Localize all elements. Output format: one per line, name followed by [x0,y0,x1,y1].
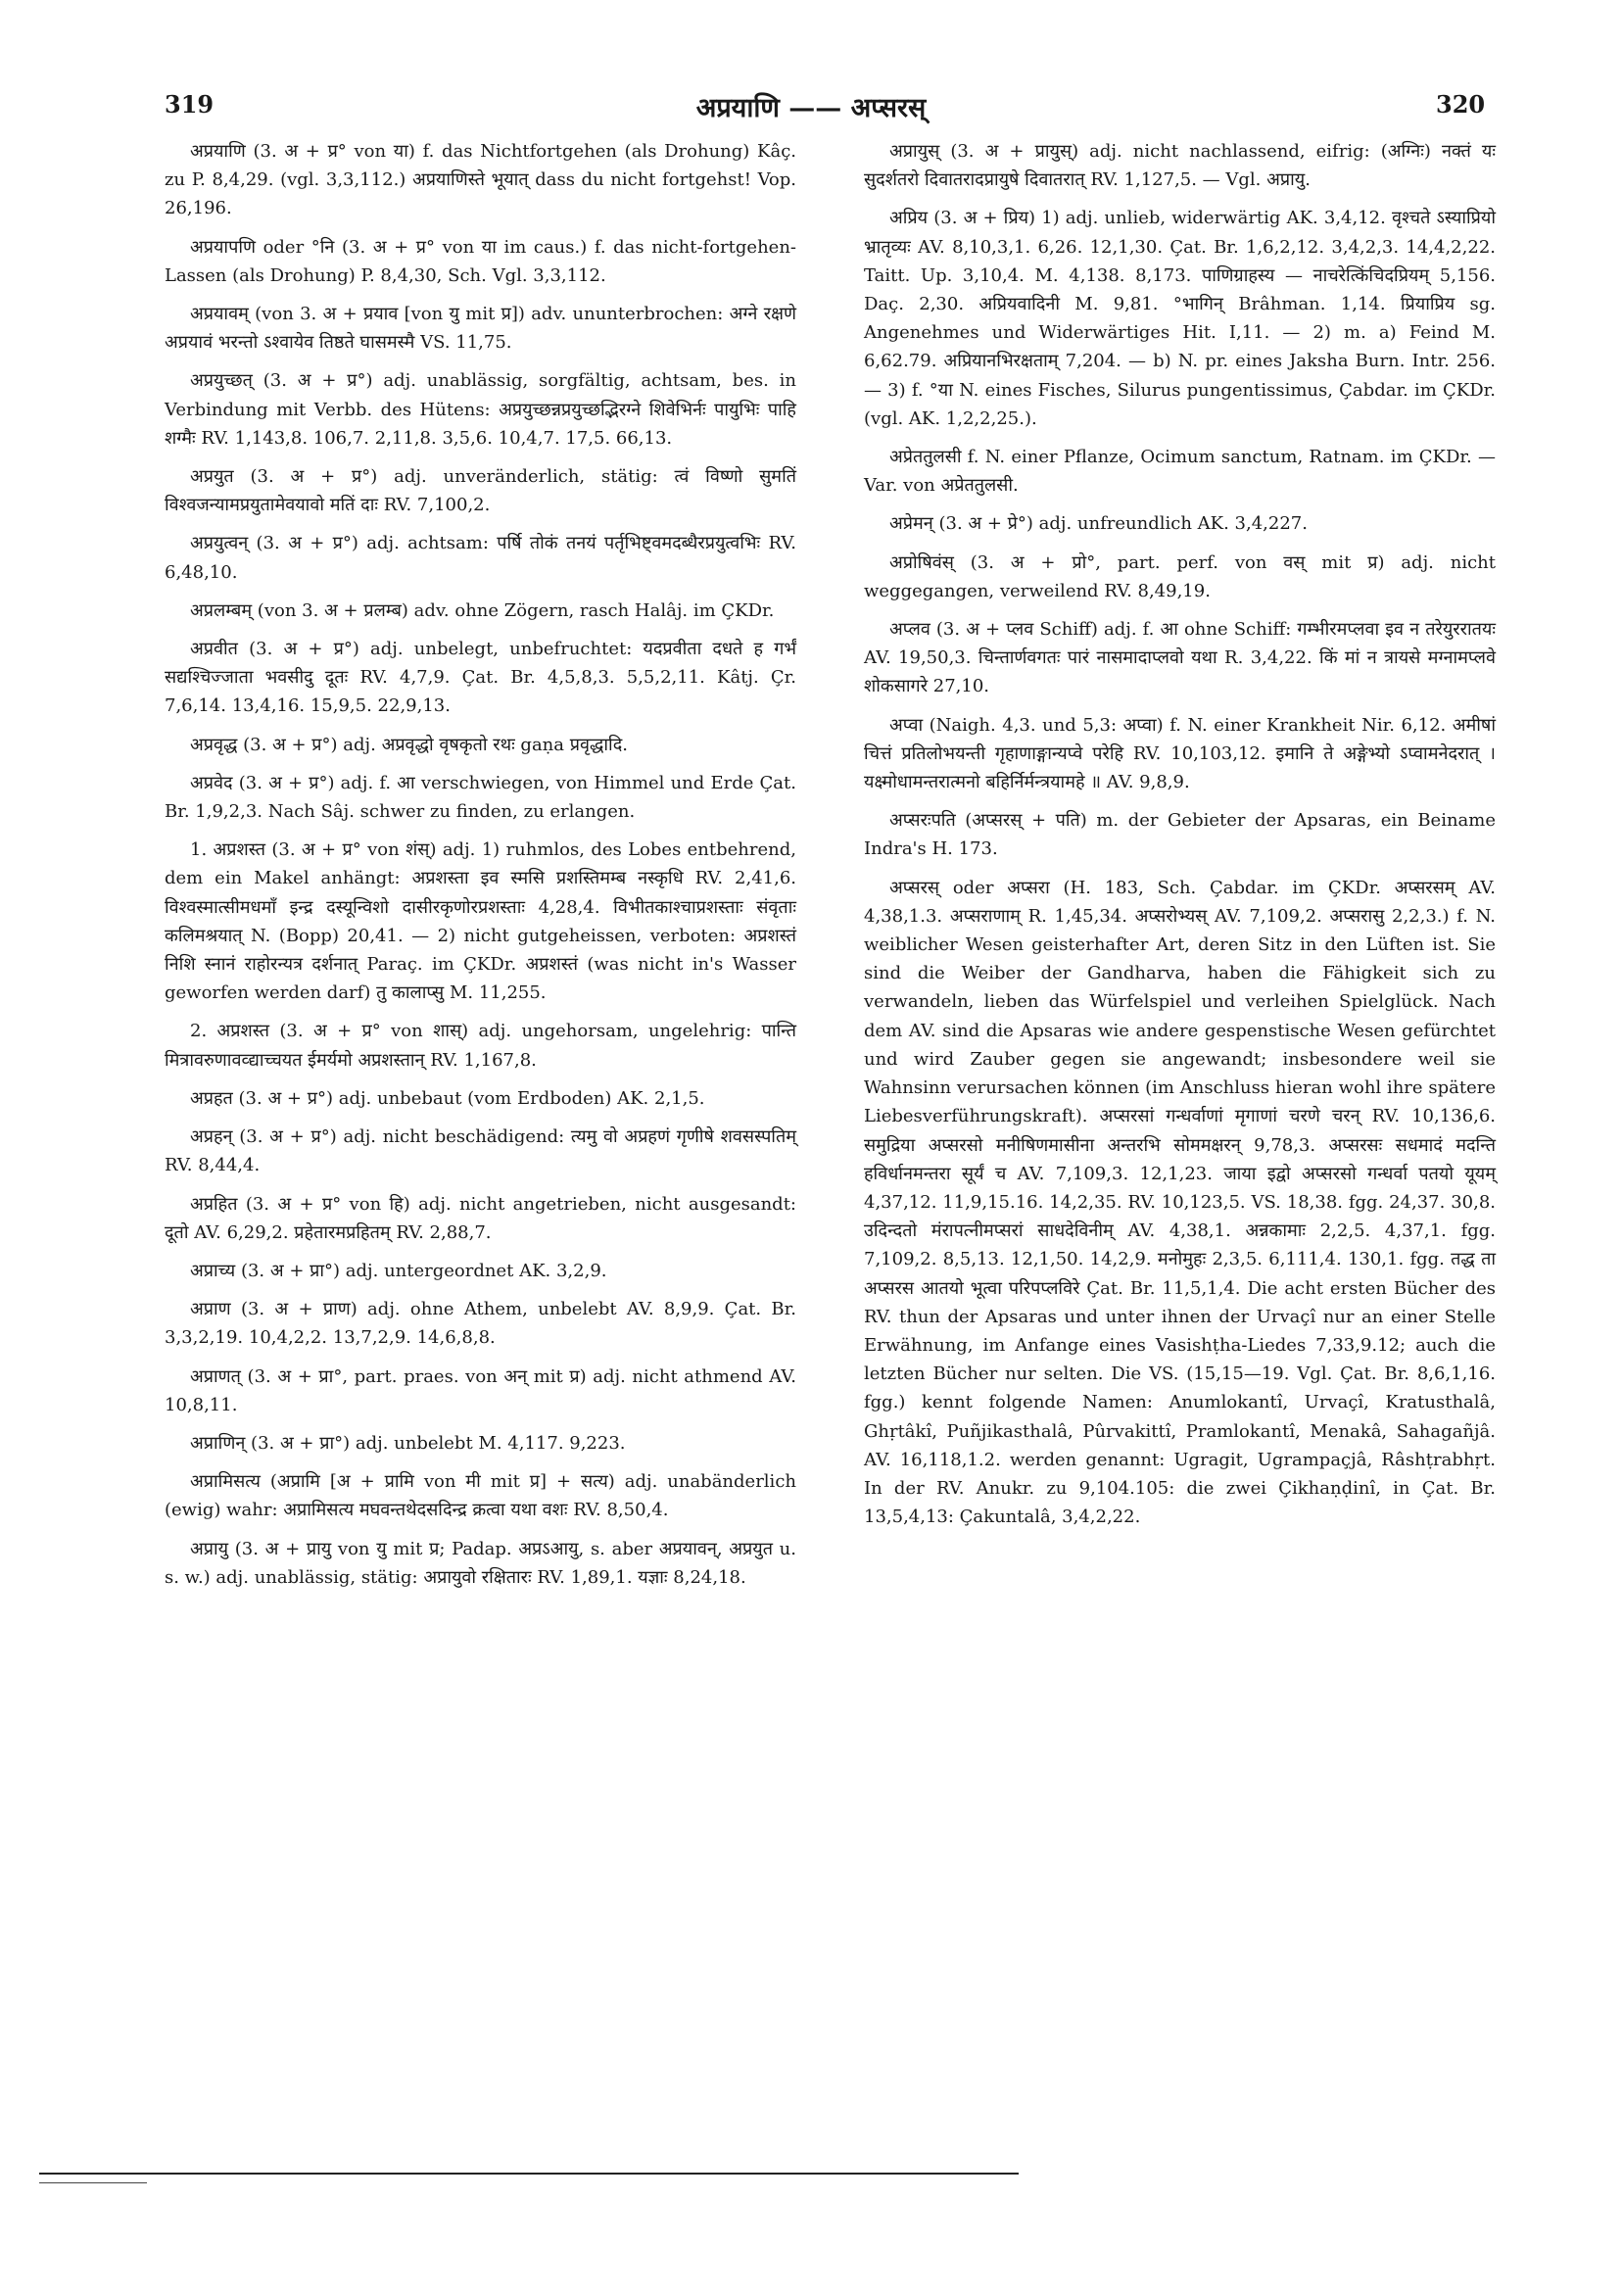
dictionary-entry: अप्रवीत (3. अ + प्र°) adj. unbelegt, unbefruchtet: यदप्रवीता दधते ह गर्भं सद्यश्चिज्जाता भवसीदु दूतः RV. 4,7,9. Çat. Br. 4,5,8,3. 5,5,2,11. Kâtj. Çr. 7,6,14. 13,4,16. 15,9,5. 22,9,13. [165,639,796,717]
dictionary-entry: अप्रहत (3. अ + प्र°) adj. unbebaut (vom Erdboden) AK. 2,1,5. [190,1087,705,1109]
dictionary-entry: 2. अप्रशस्त (3. अ + प्र° von शास्) adj. ungehorsam, ungelehrig: पान्ति मित्रावरुणावव्द्याच्चयत ईमर्यमो अप्रशस्तान् RV. 1,167,8. [165,1021,796,1071]
dictionary-entry: अप्रहन् (3. अ + प्र°) adj. nicht beschädigend: त्यमु वो अप्रहणं गृणीषे शवसस्पतिम् RV. 8,44,4. [165,1126,796,1176]
dictionary-entry: अप्रवेद (3. अ + प्र°) adj. f. आ verschwiegen, von Himmel und Erde Çat. Br. 1,9,2,3. Nach Sâj. schwer zu finden, zu erlangen. [165,772,796,823]
dictionary-entry: अप्रयुत (3. अ + प्र°) adj. unveränderlich, stätig: त्वं विष्णो सुमतिं विश्वजन्यामप्रयुतामेवयावो मतिं दाः RV. 7,100,2. [165,466,796,516]
footer-rule-short [39,2182,147,2183]
page-number-right: 320 [1436,90,1486,119]
dictionary-entry: अप्रेमन् (3. अ + प्रे°) adj. unfreundlich AK. 3,4,227. [889,513,1308,535]
dictionary-entry: अप्रोषिवंस् (3. अ + प्रो°, part. perf. von वस् mit प्र) adj. nicht weggegangen, verweilend RV. 8,49,19. [864,551,1496,601]
dictionary-entry: अप्रिय (3. अ + प्रिय) 1) adj. unlieb, widerwärtig AK. 3,4,12. वृश्चते ऽस्याप्रियो भ्रातृव्यः AV. 8,10,3,1. 6,26. 12,1,30. Çat. Br. 1,6,2,12. 3,4,2,3. 14,4,2,22. Taitt. Up. 3,10,4. M. 4,138. 8,173. पाणिग्राहस्य — नाचरेत्किंचिदप्रियम् 5,156. Daç. 2,30. अप्रियवादिनी M. 9,81. °भागिन् Brâhman. 1,14. प्रियाप्रिय sg. Angenehmes und Widerwärtiges Hit. I,11. — 2) m. a) Feind M. 6,62.79. अप्रियानभिरक्षताम् 7,204. — b) N. pr. eines Jaksha Burn. Intr. 256. — 3) f. °या N. eines Fisches, Silurus pungentissimus, Çabdar. im ÇKDr. (vgl. AK. 1,2,2,25.). [864,208,1496,429]
dictionary-entry: अप्रहित (3. अ + प्र° von हि) adj. nicht angetrieben, nicht ausgesandt: दूतो AV. 6,29,2. प्रहेतारमप्रहितम् RV. 2,88,7. [165,1193,796,1243]
dictionary-entry: अप्लव (3. अ + प्लव Schiff) adj. f. आ ohne Schiff: गम्भीरमप्लवा इव न तरेयुररातयः AV. 19,50,3. चिन्तार्णवगतः पारं नासमादाप्लवो यथा R. 3,4,22. किं मां न त्रायसे मग्नामप्लवे शोकसागरे 27,10. [864,619,1496,697]
dictionary-entry: अप्रामिसत्य (अप्रामि [अ + प्रामि von मी mit प्र] + सत्य) adj. unabänderlich (ewig) wahr: अप्रामिसत्य मघवन्तथेदसदिन्द्र क्रत्वा यथा वशः RV. 8,50,4. [165,1471,796,1521]
left-column [165,137,796,1602]
page-number-left: 319 [165,90,215,119]
dictionary-entry: अप्रवृद्ध (3. अ + प्र°) adj. अप्रवृद्धो वृषकृतो रथः gaṇa प्रवृद्धादि. [190,734,628,755]
dictionary-entry: अप्रयापणि oder °नि (3. अ + प्र° von या im caus.) f. das nicht-fortgehen-Lassen (als Drohung) P. 8,4,30, Sch. Vgl. 3,3,112. [165,236,796,286]
dictionary-entry: अप्राणत् (3. अ + प्रा°, part. praes. von अन् mit प्र) adj. nicht athmend AV. 10,8,11. [165,1365,796,1415]
dictionary-entry: अप्राच्य (3. अ + प्रा°) adj. untergeordnet AK. 3,2,9. [190,1260,607,1281]
dictionary-entry: अप्सरःपति (अप्सरस् + पति) m. der Gebieter der Apsaras, ein Beiname Indra's H. 173. [864,810,1496,860]
dictionary-entry: अप्रयाणि (3. अ + प्र° von या) f. das Nichtfortgehen (als Drohung) Kâç. zu P. 8,4,29. (vgl. 3,3,112.) अप्रयाणिस्ते भूयात् dass du nicht fortgehst! Vop. 26,196. [165,141,796,219]
dictionary-entry: अप्वा (Naigh. 4,3. und 5,3: अप्वा) f. N. einer Krankheit Nir. 6,12. अमीषां चित्तं प्रतिलोभयन्ती गृहाणाङ्गान्यप्वे परेहि RV. 10,103,12. इमानि ते अङ्गेभ्यो ऽप्वामनेदरात् । यक्ष्मोधामन्तरात्मनो बहिर्निर्मन्त्रयामहे ॥ AV. 9,8,9. [864,714,1496,793]
dictionary-entry: अप्रायुस् (3. अ + प्रायुस्) adj. nicht nachlassend, eifrig: (अग्निः) नक्तं यः सुदर्शतरो दिवातरादप्रायुषे दिवातरात् RV. 1,127,5. — Vgl. अप्रायु. [864,141,1496,191]
dictionary-entry: अप्रायु (3. अ + प्रायु von यु mit प्र; Padap. अप्रऽआयु, s. aber अप्रयावन्, अप्रयुत u. s. w.) adj. unablässig, stätig: अप्रायुवो रक्षितारः RV. 1,89,1. यज्ञाः 8,24,18. [165,1538,796,1588]
dictionary-entry: अप्रेततुलसी f. N. einer Pflanze, Ocimum sanctum, Ratnam. im ÇKDr. — Var. von अप्रेततुलसी. [864,447,1496,497]
dictionary-entry: अप्रयावम् (von 3. अ + प्रयाव [von यु mit प्र]) adv. ununterbrochen: अग्ने रक्षणे अप्रयावं भरन्तो ऽश्वायेव तिष्ठते घासमस्मै VS. 11,75. [165,304,796,354]
dictionary-entry: अप्सरस् oder अप्सरा (H. 183, Sch. Çabdar. im ÇKDr. अप्सरसम् AV. 4,38,1.3. अप्सराणाम् R. 1,45,34. अप्सरोभ्यस् AV. 7,109,2. अप्सरासु 2,2,3.) f. N. weiblicher Wesen geisterhafter Art, deren Sitz in den Lüften ist. Sie sind die Weiber der Gandharva, haben die Fähigkeit sich zu verwandeln, lieben das Würfelspiel und verleihen Spielglück. Nach dem AV. sind die Apsaras wie andere gespenstische Wesen gefürchtet und wird Zauber gegen sie angewandt; insbesondere weil sie Wahnsinn verursachen können (im Anschluss hieran wohl ihre spätere Liebesverführungskraft). अप्सरसां गन्धर्वाणां मृगाणां चरणे चरन् RV. 10,136,6. समुद्रिया अप्सरसो मनीषिणमासीना अन्तरभि सोममक्षरन् 9,78,3. अप्सरसः सधमादं मदन्ति हविर्धानमन्तरा सूर्यं च AV. 7,109,3. 12,1,23. जाया इद्वो अप्सरसो गन्धर्वा पतयो यूयम् 4,37,12. 11,9,15.16. 14,2,35. RV. 10,123,5. VS. 18,38. fgg. 24,37. 30,8. उदिन्दतो मंरापत्नीमप्सरां साधदेविनीम् AV. 4,38,1. अन्नकामाः 2,2,5. 4,37,1. fgg. 7,109,2. 8,5,13. 12,1,50. 14,2,9. मनोमुहः 2,3,5. 6,111,4. 130,1. fgg. तद्ध ता अप्सरस आतयो भूत्वा परिपप्लविरे Çat. Br. 11,5,1,4. Die acht ersten Bücher des RV. thun der Apsaras und unter ihnen der Urvaçî nur an einer Stelle Erwähnung, im Anfange eines Vasishṭha-Liedes 7,33,9.12; auch die letzten Bücher nur selten. Die VS. (15,15—19. Vgl. Çat. Br. 8,6,1,16. fgg.) kennt folgende Namen: Anumlokantî, Urvaçî, Kratusthalâ, Ghṛtâkî, Puñjikasthalâ, Pûrvakittî, Pramlokantî, Menakâ, Sahagañjâ. AV. 16,118,1.2. werden genannt: Ugragit, Ugrampaçjâ, Râshṭrabhṛt. In der RV. Anukr. zu 9,104.105: die zwei Çikhaṇḍinî, in Çat. Br. 13,5,4,13: Çakuntalâ, 3,4,2,22. [864,877,1496,1528]
footer-rule [39,2173,1019,2175]
dictionary-entry: अप्राणिन् (3. अ + प्रा°) adj. unbelebt M. 4,117. 9,223. [190,1432,626,1454]
dictionary-entry: 1. अप्रशस्त (3. अ + प्र° von शंस्) adj. 1) ruhmlos, des Lobes entbehrend, dem ein Makel anhängt: अप्रशस्ता इव स्मसि प्रशस्तिमम्ब नस्कृधि RV. 2,41,6. विश्वस्मात्सीमधमाँ इन्द्र दस्यून्विशो दासीरकृणोरप्रशस्ताः 4,28,4. विभीतकाश्चाप्रशस्ताः संवृताः कलिमश्रयात् N. (Bopp) 20,41. — 2) nicht gutgeheissen, verboten: अप्रशस्तं निशि स्नानं राहोरन्यत्र दर्शनात् Paraç. im ÇKDr. अप्रशस्तं (was nicht in's Wasser geworfen werden darf) तु कालाप्सु M. 11,255. [165,839,796,1004]
dictionary-entry: अप्राण (3. अ + प्राण) adj. ohne Athem, unbelebt AV. 8,9,9. Çat. Br. 3,3,2,19. 10,4,2,2. 13,7,2,9. 14,6,8,8. [165,1299,796,1349]
dictionary-entry: अप्रलम्बम् (von 3. अ + प्रलम्ब) adv. ohne Zögern, rasch Halâj. im ÇKDr. [190,599,775,621]
dictionary-entry: अप्रयुच्छत् (3. अ + प्र°) adj. unablässig, sorgfältig, achtsam, bes. in Verbindung mit Verbb. des Hütens: अप्रयुच्छन्नप्रयुच्छद्भिरग्ने शिवेभिर्नः पायुभिः पाहि शग्मैः RV. 1,143,8. 106,7. 2,11,8. 3,5,6. 10,4,7. 17,5. 66,13. [165,370,796,449]
right-column [864,137,1496,1541]
dictionary-entry: अप्रयुत्वन् (3. अ + प्र°) adj. achtsam: पर्षि तोकं तनयं पर्तृभिष्ट्वमदब्धैरप्रयुत्वभिः RV. 6,48,10. [165,533,796,583]
running-head: अप्रयाणि —— अप्सरस् [695,93,927,123]
